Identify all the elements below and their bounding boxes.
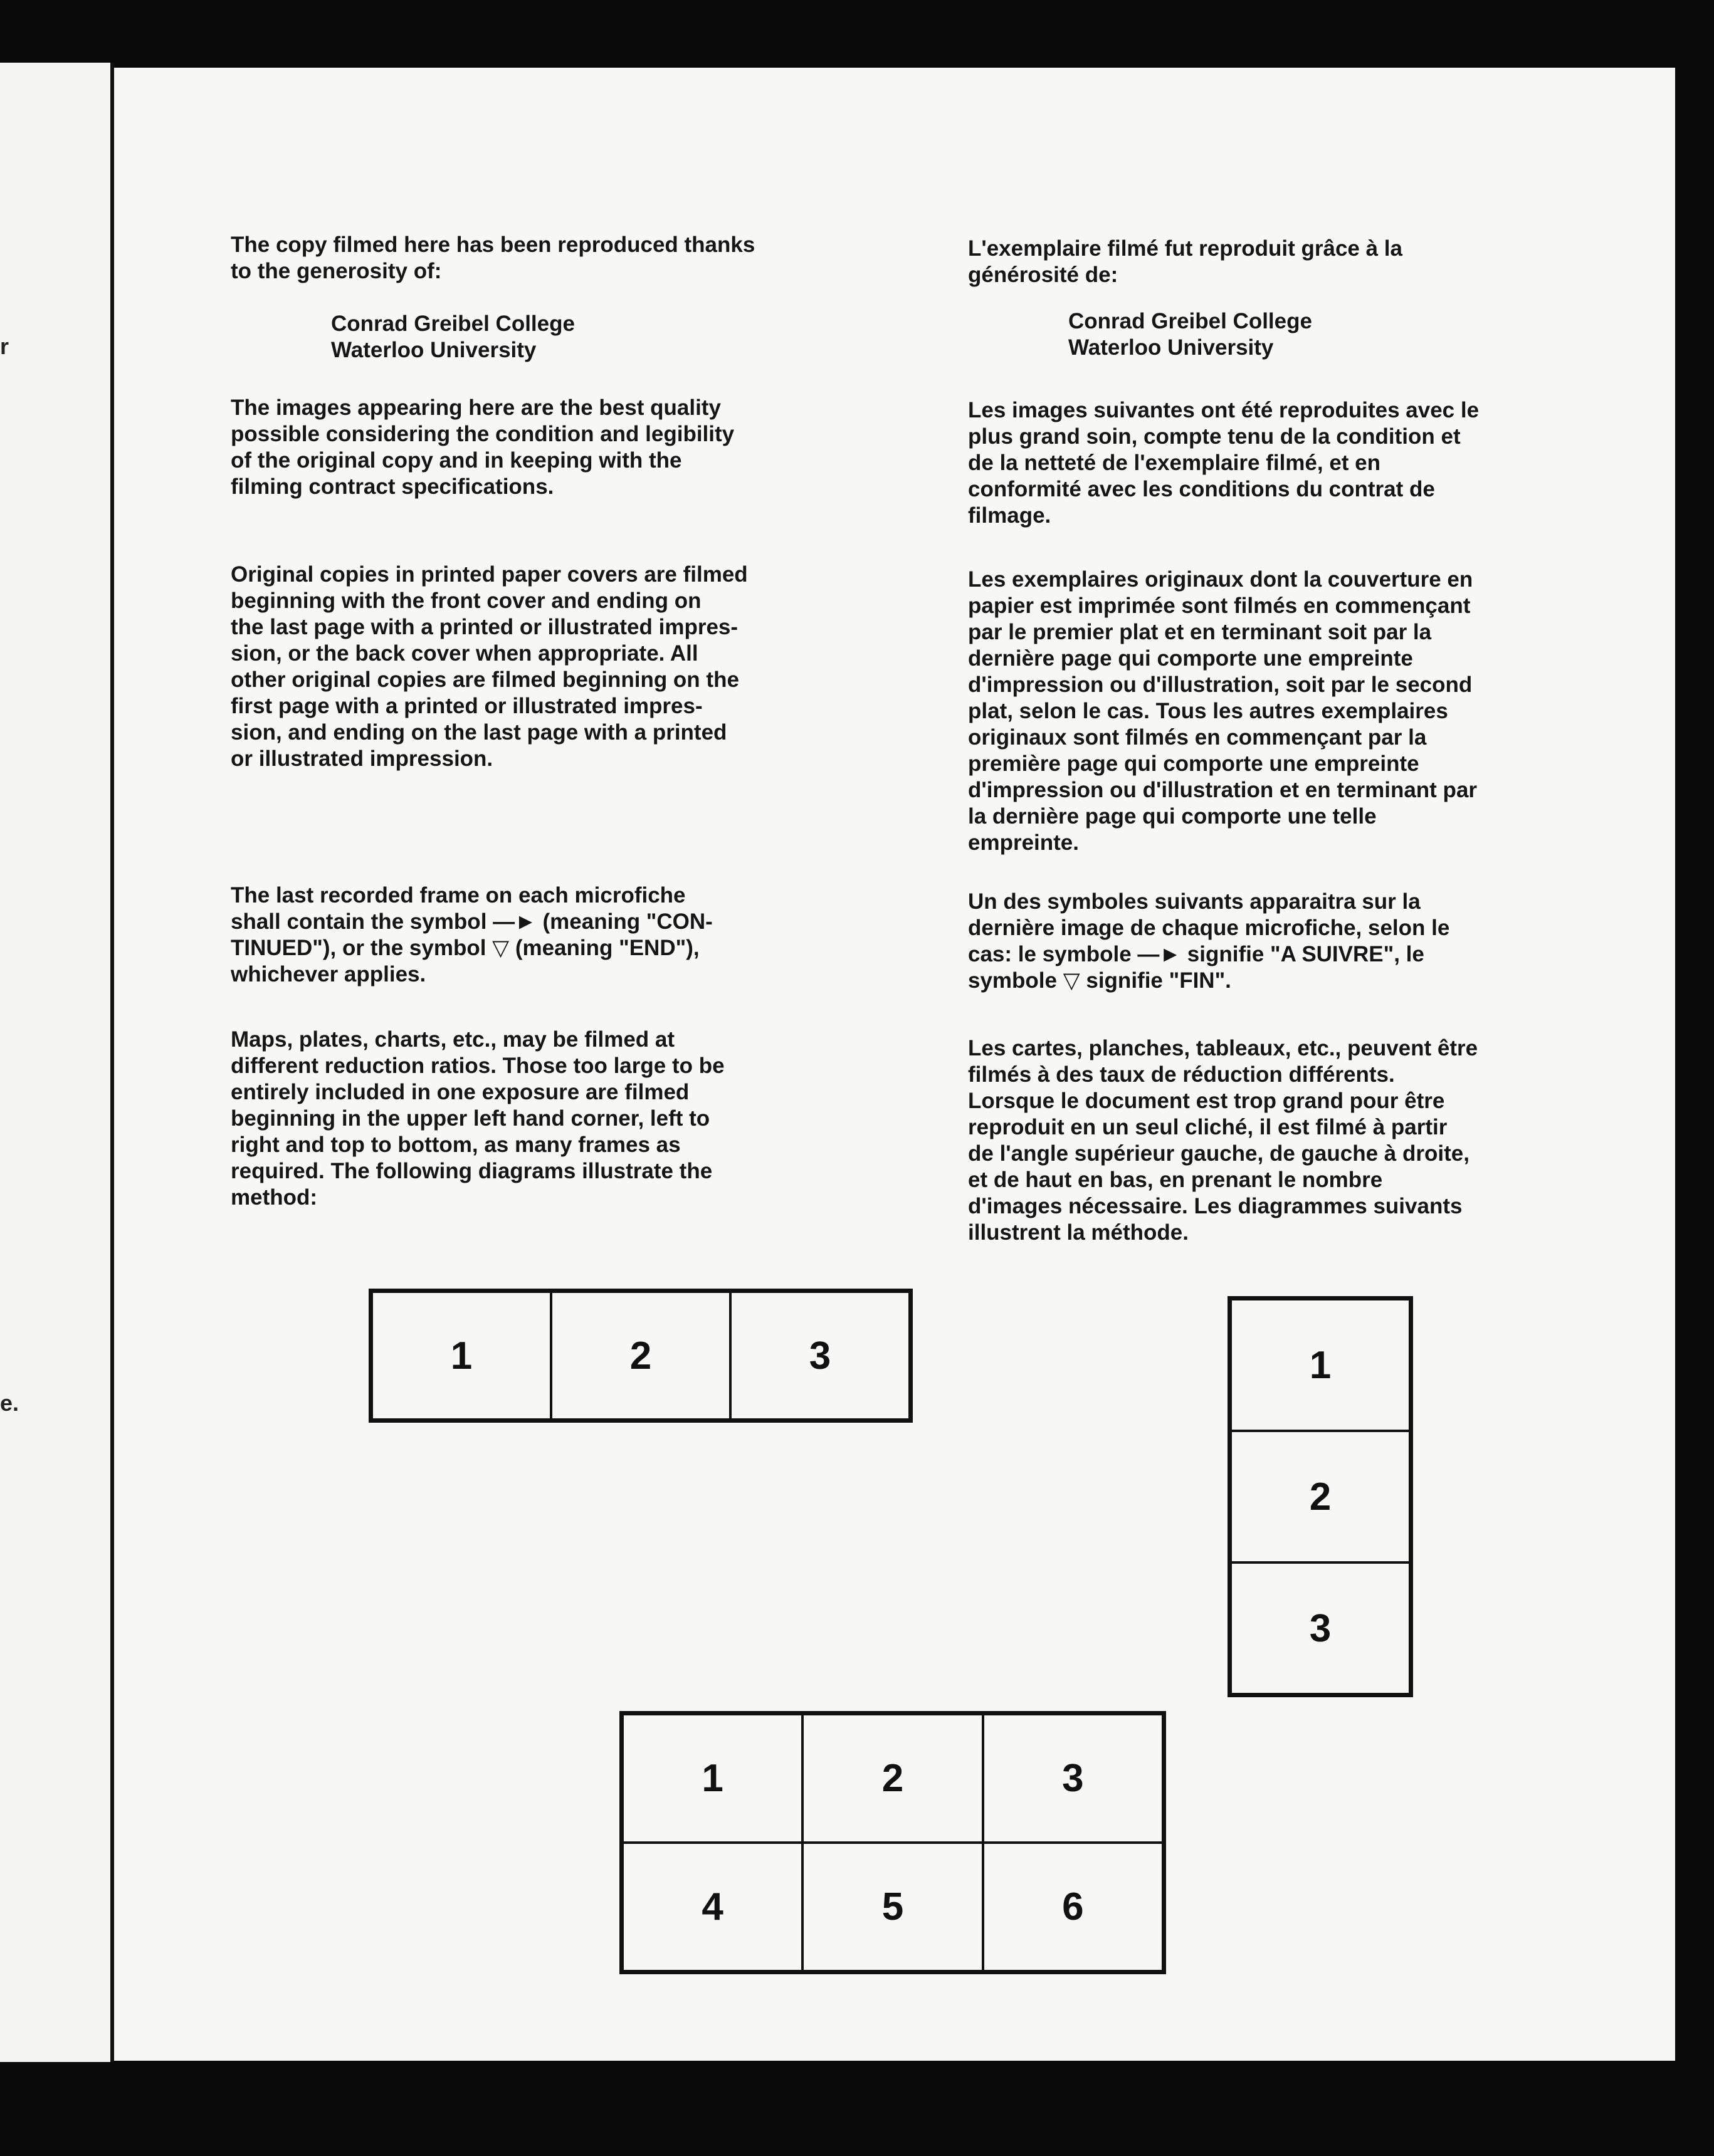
english-paragraph-quality: The images appearing here are the best quality possible considering the condition and legibility of the original copy and in keeping with the filming contract specifications. xyxy=(231,395,735,499)
frame-cell: 3 xyxy=(730,1292,910,1420)
microfiche-notice-page xyxy=(114,68,1675,2061)
horizontal-frame-diagram xyxy=(369,1289,913,1423)
english-paragraph-symbols: The last recorded frame on each microfiche shall contain the symbol —► (meaning "CON- TINUED"), or the symbol ▽ (meaning "END"), whichever applies. xyxy=(231,883,713,986)
english-paragraph-originals: Original copies in printed paper covers are filmed beginning with the front cover and ending on the last page with a printed or illustrated impres- sion, or the back cover when appropriate. All other original copies are filmed beginning on the first page with a printed or illustrated impres- sion, and ending on the last page with a printed or illustrated impression. xyxy=(231,562,748,771)
french-paragraph-acknowledgement: L'exemplaire filmé fut reproduit grâce à la générosité de: xyxy=(968,236,1402,287)
frame-cell: 5 xyxy=(802,1843,982,1971)
adjacent-page-fragment: r xyxy=(0,333,9,359)
french-paragraph-originals: Les exemplaires originaux dont la couverture en papier est imprimée sont filmés en commençant par le premier plat et en terminant soit par la dernière page qui comporte une empreinte d'impression ou d'illustration, soit par le second plat, selon le cas. Tous les autres exemplaires originaux sont filmés en commençant par la première page qui comporte une empreinte d'impression ou d'illustration et en terminant par la dernière page qui comporte une telle empreinte. xyxy=(968,567,1478,855)
grid-frame-diagram xyxy=(619,1711,1166,1974)
french-institution-credit: Conrad Greibel College Waterloo University xyxy=(1068,309,1312,360)
frame-cell: 4 xyxy=(623,1843,802,1971)
vertical-frame-diagram xyxy=(1228,1296,1413,1697)
frame-cell: 1 xyxy=(1231,1299,1410,1431)
frame-cell: 2 xyxy=(802,1714,982,1843)
frame-cell: 6 xyxy=(983,1843,1163,1971)
frame-cell: 2 xyxy=(1231,1431,1410,1562)
adjacent-page-fragment: e. xyxy=(0,1390,19,1416)
frame-cell: 3 xyxy=(1231,1562,1410,1694)
french-paragraph-maps: Les cartes, planches, tableaux, etc., peuvent être filmés à des taux de réduction différents. Lorsque le document est trop grand pour être reproduit en un seul cliché, il est filmé à partir de l'angle supérieur gauche, de gauche à droite, et de haut en bas, en prenant le nombre d'images nécessaire. Les diagrammes suivants illustrent la méthode. xyxy=(968,1036,1478,1245)
english-paragraph-acknowledgement: The copy filmed here has been reproduced thanks to the generosity of: xyxy=(231,233,755,283)
frame-cell: 1 xyxy=(372,1292,551,1420)
frame-cell: 3 xyxy=(983,1714,1163,1843)
english-paragraph-maps: Maps, plates, charts, etc., may be filmed at different reduction ratios. Those too large to be entirely included in one exposure are filmed beginning in the upper left hand corner, left to right and top to bottom, as many frames as required. The following diagrams illustrate the method: xyxy=(231,1027,725,1210)
english-institution-credit: Conrad Greibel College Waterloo University xyxy=(331,311,575,362)
frame-cell: 2 xyxy=(551,1292,730,1420)
scanner-border xyxy=(1675,0,1714,2156)
adjacent-page-edge xyxy=(0,63,110,2062)
frame-cell: 1 xyxy=(623,1714,802,1843)
french-paragraph-symbols: Un des symboles suivants apparaitra sur la dernière image de chaque microfiche, selon le cas: le symbole —► signifie "A SUIVRE", le symbole ▽ signifie "FIN". xyxy=(968,889,1450,993)
french-paragraph-quality: Les images suivantes ont été reproduites avec le plus grand soin, compte tenu de la condition et de la netteté de l'exemplaire filmé, et en conformité avec les conditions du contrat de filmage. xyxy=(968,398,1480,528)
